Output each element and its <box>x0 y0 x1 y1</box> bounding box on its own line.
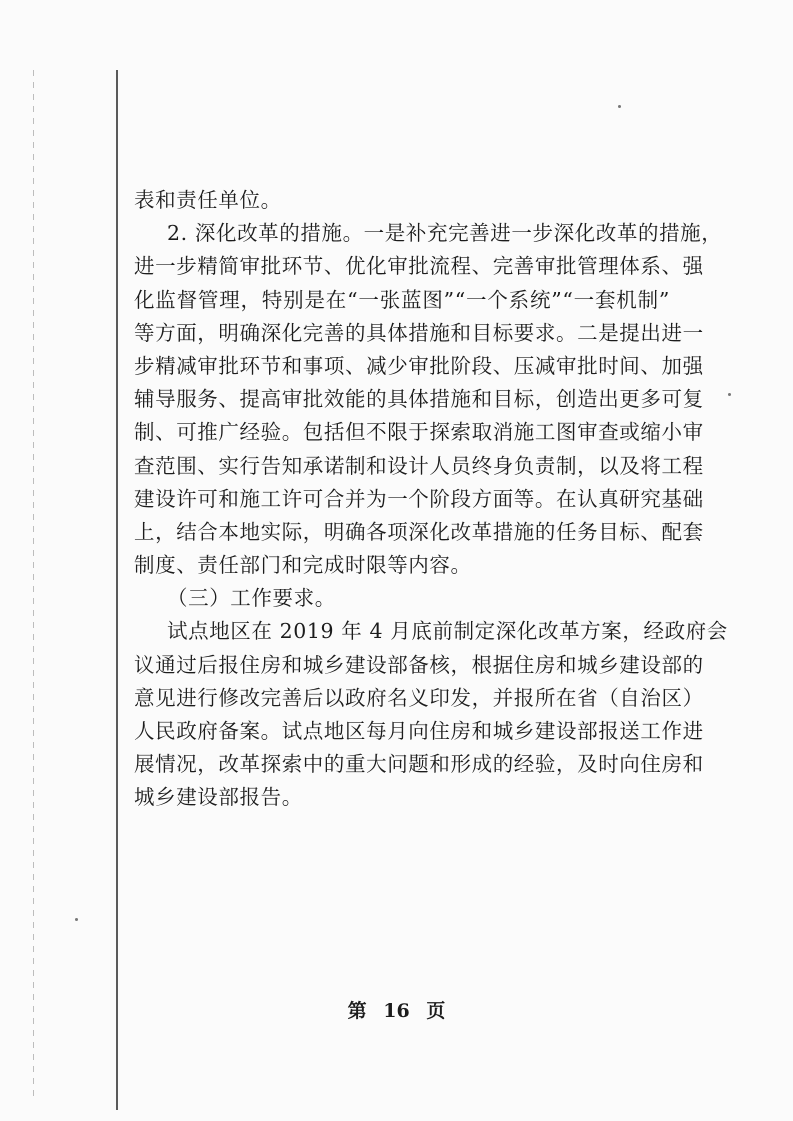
page-number: 第 16 页 <box>347 1000 446 1022</box>
text-line: 2. 深化改革的措施。一是补充完善进一步深化改革的措施， <box>167 221 723 246</box>
text-line: 城乡建设部报告。 <box>134 785 303 810</box>
scan-speck <box>728 393 731 396</box>
text-line: 建设许可和施工许可合并为一个阶段方面等。在认真研究基础 <box>134 486 704 511</box>
text-line: 制度、责任部门和完成时限等内容。 <box>134 553 472 578</box>
text-line: 试点地区在 2019 年 4 月底前制定深化改革方案，经政府会 <box>167 619 728 644</box>
text-line: 意见进行修改完善后以政府名义印发，并报所在省（自治区） <box>134 685 704 710</box>
text-line: 表和责任单位。 <box>134 188 282 212</box>
text-line: 议通过后报住房和城乡建设部备核，根据住房和城乡建设部的 <box>134 652 704 677</box>
section-heading: （三）工作要求。 <box>167 586 336 611</box>
scan-speck <box>618 105 621 108</box>
margin-guide-line <box>33 70 34 1100</box>
text-line: 进一步精简审批环节、优化审批流程、完善审批管理体系、强 <box>134 254 704 279</box>
text-line: 上，结合本地实际，明确各项深化改革措施的任务目标、配套 <box>134 519 704 544</box>
binding-line <box>116 70 118 1110</box>
scan-speck <box>75 918 78 921</box>
text-line: 辅导服务、提高审批效能的具体措施和目标，创造出更多可复 <box>134 387 704 412</box>
text-line: 查范围、实行告知承诺制和设计人员终身负责制，以及将工程 <box>134 453 704 478</box>
text-line: 化监督管理，特别是在“一张蓝图”“一个系统”“一套机制” <box>134 287 670 312</box>
text-line: 人民政府备案。试点地区每月向住房和城乡建设部报送工作进 <box>134 719 704 743</box>
document-body <box>134 184 728 815</box>
text-line: 展情况，改革探索中的重大问题和形成的经验，及时向住房和 <box>134 752 704 777</box>
text-line: 制、可推广经验。包括但不限于探索取消施工图审查或缩小审 <box>134 420 704 445</box>
text-line: 等方面，明确深化完善的具体措施和目标要求。二是提出进一 <box>134 320 704 345</box>
text-line: 步精减审批环节和事项、减少审批阶段、压减审批时间、加强 <box>134 353 704 378</box>
